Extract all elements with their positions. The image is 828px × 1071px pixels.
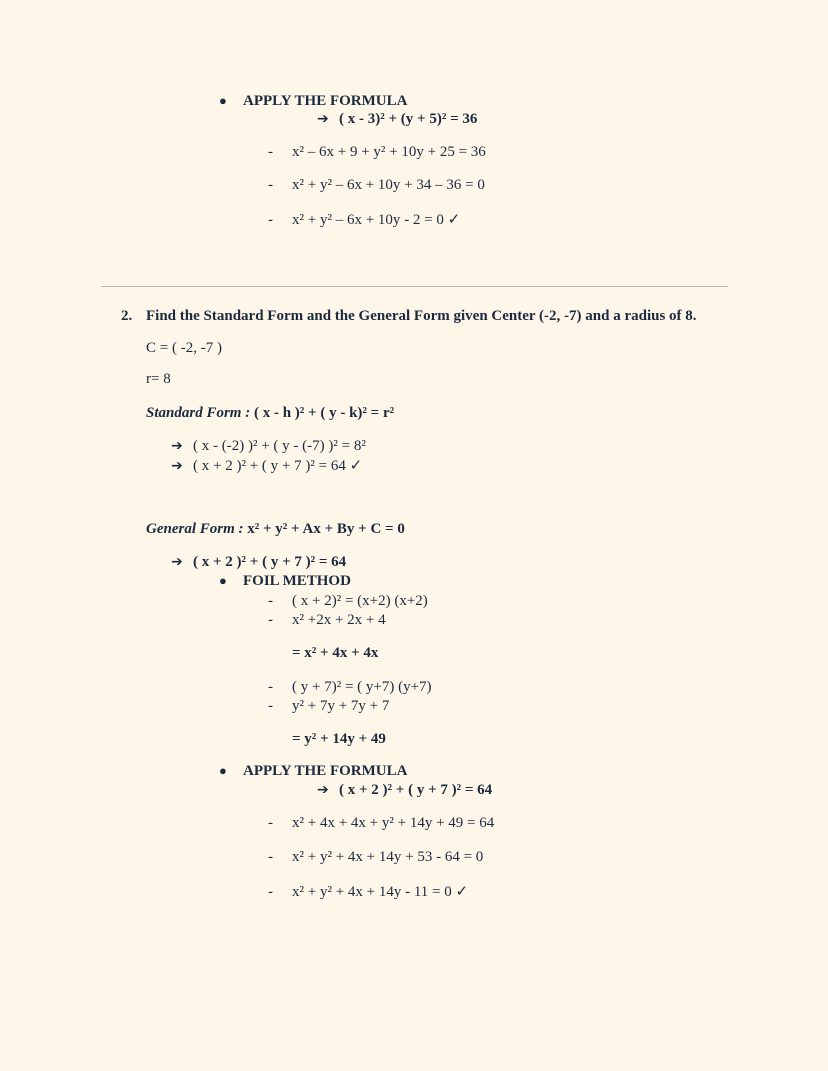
standard-step-2-line [171,457,362,475]
standard-step-2: ( x + 2 )² + ( y + 7 )² = 64 ✓ [193,458,363,474]
center-value: C = ( -2, -7 ) [146,340,222,356]
foil-x-step-2: x² +2x + 2x + 4 [292,612,386,628]
apply-equation-line [317,781,492,799]
problem-number: 2. [121,308,133,324]
apply-equation: ( x + 2 )² + ( y + 7 )² = 64 [339,782,493,798]
standard-form-label: Standard Form : [146,405,254,421]
standard-form-line [146,404,394,422]
standard-form-formula: ( x - h )² + ( y - k)² = r² [253,405,395,421]
foil-x-step-1: ( x + 2)² = (x+2) (x+2) [292,593,428,609]
step-1: x² – 6x + 9 + y² + 10y + 25 = 36 [292,144,486,160]
step-dash: - [268,849,273,865]
step-dash: - [268,679,273,695]
step-3: x² + y² – 6x + 10y - 2 = 0 ✓ [292,212,461,228]
standard-step-1: ( x - (-2) )² + ( y - (-7) )² = 8² [193,438,366,454]
foil-y-result: = y² + 14y + 49 [292,731,386,747]
problem-question: Find the Standard Form and the General Form given Center (-2, -7) and a radius of 8. [146,308,697,324]
arrow-icon: ➔ [171,458,183,474]
general-arrow-line [171,553,346,571]
bullet-apply-formula-2: ● [219,763,227,778]
bullet-foil: ● [219,573,227,588]
apply-formula-heading-2: APPLY THE FORMULA [243,763,408,779]
apply-step-1: x² + 4x + 4x + y² + 14y + 49 = 64 [292,815,495,831]
general-form-label: General Form : [146,521,248,537]
formula-equation-line [317,110,477,128]
bullet-apply-formula-1: ● [219,93,227,108]
apply-step-3: x² + y² + 4x + 14y - 11 = 0 ✓ [292,884,469,900]
foil-x-result: = x² + 4x + 4x [292,645,379,661]
step-2: x² + y² – 6x + 10y + 34 – 36 = 0 [292,177,485,193]
general-arrow-equation: ( x + 2 )² + ( y + 7 )² = 64 [193,554,347,570]
step-dash: - [268,144,273,160]
apply-step-2: x² + y² + 4x + 14y + 53 - 64 = 0 [292,849,484,865]
radius-value: r= 8 [146,371,171,387]
step-dash: - [268,815,273,831]
arrow-icon: ➔ [171,554,183,570]
step-dash: - [268,884,273,900]
foil-method-heading: FOIL METHOD [243,573,351,589]
step-dash: - [268,593,273,609]
step-dash: - [268,212,273,228]
general-form-formula: x² + y² + Ax + By + C = 0 [247,521,405,537]
section-divider [101,286,728,287]
arrow-icon: ➔ [171,438,183,454]
general-form-line [146,520,405,538]
step-dash: - [268,698,273,714]
step-dash: - [268,177,273,193]
apply-formula-heading: APPLY THE FORMULA [243,93,408,109]
arrow-icon: ➔ [317,111,329,127]
foil-y-step-2: y² + 7y + 7y + 7 [292,698,390,714]
formula-equation: ( x - 3)² + (y + 5)² = 36 [339,111,478,127]
foil-y-step-1: ( y + 7)² = ( y+7) (y+7) [292,679,432,695]
step-dash: - [268,612,273,628]
standard-step-1-line [171,437,366,455]
arrow-icon: ➔ [317,782,329,798]
